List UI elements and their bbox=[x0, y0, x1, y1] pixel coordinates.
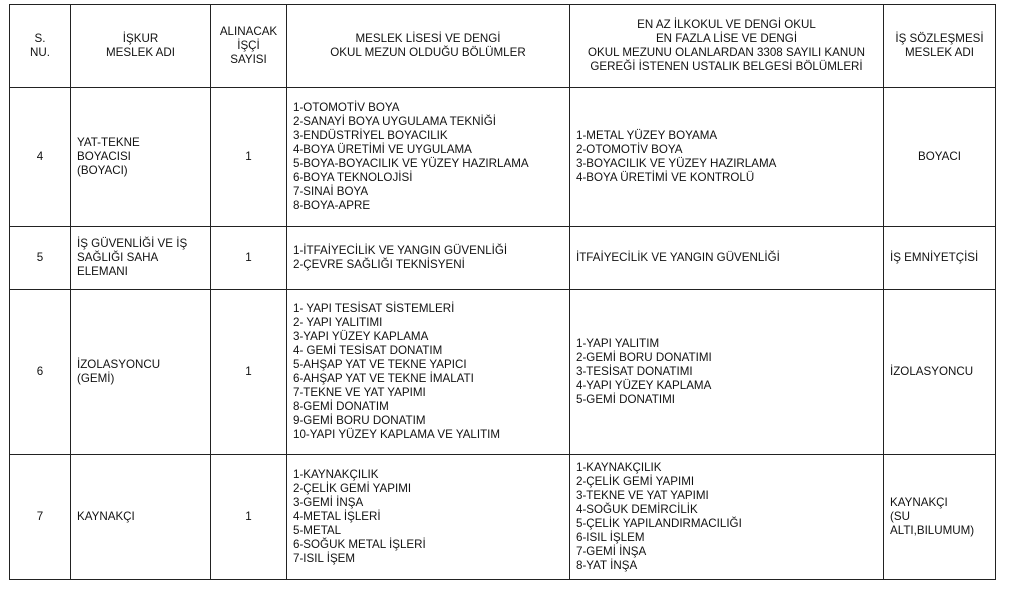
row-vocational: 1-OTOMOTİV BOYA 2-SANAYİ BOYA UYGULAMA TEKNİĞİ 3-ENDÜSTRİYEL BOYACILIK 4-BOYA ÜRETİMİ VE UYGULAMA 5-BOYA-BOYACILIK VE YÜZEY HAZIRLAMA 6-BOYA TEKNOLOJİSİ 7-SINAİ BOYA 8-BOYA-APRE bbox=[287, 88, 570, 227]
row-primary: 1-KAYNAKÇILIK 2-ÇELİK GEMİ YAPIMI 3-TEKNE VE YAT YAPIMI 4-SOĞUK DEMİRCİLİK 5-ÇELİK YAPILANDIRMACILIĞI 6-ISIL İŞLEM 7-GEMİ İNŞA 8-YAT İNŞA bbox=[570, 455, 884, 580]
header-no: S. NU. bbox=[10, 5, 71, 88]
header-primary: EN AZ İLKOKUL VE DENGİ OKUL EN FAZLA LİSE VE DENGİ OKUL MEZUNU OLANLARDAN 3308 SAYILI KANUN GEREĞİ İSTENEN USTALIK BELGESİ BÖLÜMLERİ bbox=[570, 5, 884, 88]
row-contract: İZOLASYONCU bbox=[884, 290, 996, 455]
row-primary: 1-METAL YÜZEY BOYAMA 2-OTOMOTİV BOYA 3-BOYACILIK VE YÜZEY HAZIRLAMA 4-BOYA ÜRETİMİ VE KONTROLÜ bbox=[570, 88, 884, 227]
header-contract: İŞ SÖZLEŞMESİ MESLEK ADI bbox=[884, 5, 996, 88]
row-no: 6 bbox=[10, 290, 71, 455]
row-no: 5 bbox=[10, 227, 71, 290]
table-row bbox=[10, 88, 996, 227]
row-primary: 1-YAPI YALITIM 2-GEMİ BORU DONATIMI 3-TESİSAT DONATIMI 4-YAPI YÜZEY KAPLAMA 5-GEMİ DONATIMI bbox=[570, 290, 884, 455]
row-job: İŞ GÜVENLİĞİ VE İŞ SAĞLIĞI SAHA ELEMANI bbox=[71, 227, 211, 290]
row-count: 1 bbox=[211, 455, 287, 580]
row-contract: BOYACI bbox=[884, 88, 996, 227]
row-vocational: 1-İTFAİYECİLİK VE YANGIN GÜVENLİĞİ 2-ÇEVRE SAĞLIĞI TEKNİSYENİ bbox=[287, 227, 570, 290]
row-no: 4 bbox=[10, 88, 71, 227]
row-job: İZOLASYONCU (GEMİ) bbox=[71, 290, 211, 455]
table-row bbox=[10, 455, 996, 580]
row-primary: İTFAİYECİLİK VE YANGIN GÜVENLİĞİ bbox=[570, 227, 884, 290]
row-job: YAT-TEKNE BOYACISI (BOYACI) bbox=[71, 88, 211, 227]
row-contract: İŞ EMNİYETÇİSİ bbox=[884, 227, 996, 290]
row-count: 1 bbox=[211, 290, 287, 455]
header-vocational: MESLEK LİSESİ VE DENGİ OKUL MEZUN OLDUĞU BÖLÜMLER bbox=[287, 5, 570, 88]
header-row bbox=[10, 5, 996, 88]
row-job: KAYNAKÇI bbox=[71, 455, 211, 580]
row-contract: KAYNAKÇI (SU ALTI,BILUMUM) bbox=[884, 455, 996, 580]
row-no: 7 bbox=[10, 455, 71, 580]
row-vocational: 1-KAYNAKÇILIK 2-ÇELİK GEMİ YAPIMI 3-GEMİ İNŞA 4-METAL İŞLERİ 5-METAL 6-SOĞUK METAL İŞLERİ 7-ISIL İŞEM bbox=[287, 455, 570, 580]
row-vocational: 1- YAPI TESİSAT SİSTEMLERİ 2- YAPI YALITIMI 3-YAPI YÜZEY KAPLAMA 4- GEMİ TESİSAT DONATIM 5-AHŞAP YAT VE TEKNE YAPICI 6-AHŞAP YAT VE TEKNE İMALATI 7-TEKNE VE YAT YAPIMI 8-GEMİ DONATIM 9-GEMİ BORU DONATIM 10-YAPI YÜZEY KAPLAMA VE YALITIM bbox=[287, 290, 570, 455]
row-count: 1 bbox=[211, 88, 287, 227]
header-count: ALINACAK İŞÇİ SAYISI bbox=[211, 5, 287, 88]
job-requirements-table bbox=[9, 4, 996, 580]
table-row bbox=[10, 290, 996, 455]
header-job: İŞKUR MESLEK ADI bbox=[71, 5, 211, 88]
table-row bbox=[10, 227, 996, 290]
row-count: 1 bbox=[211, 227, 287, 290]
